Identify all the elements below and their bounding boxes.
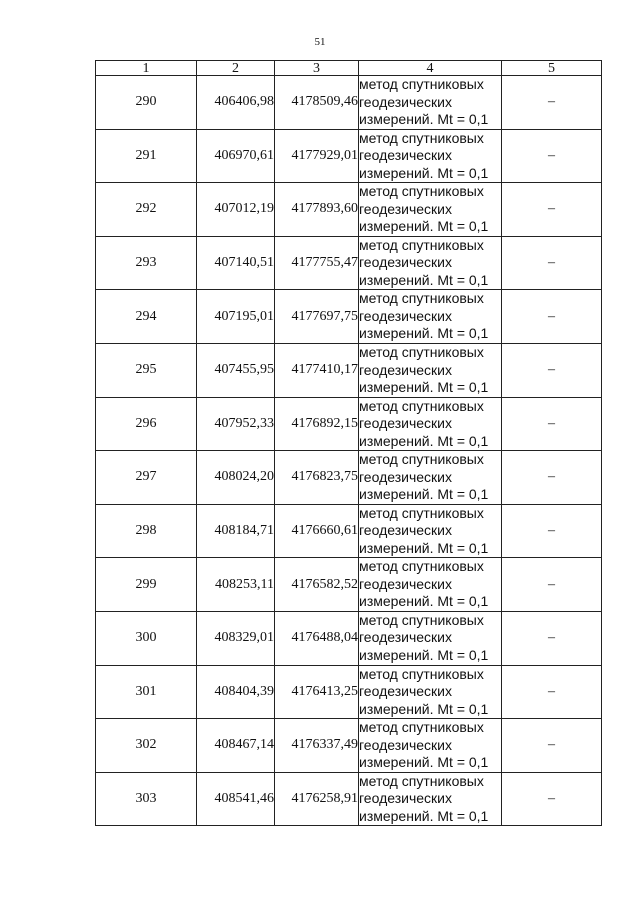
point-number-cell: 292 (96, 183, 197, 237)
table-row (96, 558, 602, 612)
method-cell (359, 129, 502, 183)
table-row (96, 183, 602, 237)
note-cell: – (502, 611, 602, 665)
x-coordinate-cell: 408541,46 (197, 772, 275, 826)
x-coordinate-cell: 407012,19 (197, 183, 275, 237)
table-row (96, 76, 602, 130)
method-line: измерений. Mt = 0,1 (359, 111, 489, 128)
note-cell: – (502, 451, 602, 505)
x-coordinate-cell: 408184,71 (197, 504, 275, 558)
y-coordinate-cell: 4177929,01 (275, 129, 359, 183)
method-cell (359, 558, 502, 612)
table-row (96, 719, 602, 773)
method-line: геодезических (359, 254, 452, 271)
note-cell: – (502, 343, 602, 397)
method-line: измерений. Mt = 0,1 (359, 271, 489, 288)
x-coordinate-cell: 408329,01 (197, 611, 275, 665)
point-number-cell: 300 (96, 611, 197, 665)
y-coordinate-cell: 4177410,17 (275, 343, 359, 397)
x-coordinate-cell: 407195,01 (197, 290, 275, 344)
method-cell (359, 504, 502, 558)
method-line: метод спутниковых (359, 772, 484, 789)
x-coordinate-cell: 406970,61 (197, 129, 275, 183)
method-line: измерений. Mt = 0,1 (359, 432, 489, 449)
method-line: геодезических (359, 307, 452, 324)
header-col-5: 5 (502, 61, 602, 76)
method-line: измерений. Mt = 0,1 (359, 325, 489, 342)
table-row (96, 397, 602, 451)
point-number-cell: 298 (96, 504, 197, 558)
note-cell: – (502, 772, 602, 826)
method-cell (359, 76, 502, 130)
table-row (96, 665, 602, 719)
y-coordinate-cell: 4177755,47 (275, 236, 359, 290)
method-line: измерений. Mt = 0,1 (359, 593, 489, 610)
method-cell (359, 290, 502, 344)
point-number-cell: 296 (96, 397, 197, 451)
header-col-4: 4 (359, 61, 502, 76)
method-cell (359, 343, 502, 397)
x-coordinate-cell: 407140,51 (197, 236, 275, 290)
table-row (96, 129, 602, 183)
method-cell (359, 397, 502, 451)
method-line: метод спутниковых (359, 236, 484, 253)
note-cell: – (502, 719, 602, 773)
y-coordinate-cell: 4176892,15 (275, 397, 359, 451)
method-line: геодезических (359, 629, 452, 646)
method-line: геодезических (359, 683, 452, 700)
point-number-cell: 290 (96, 76, 197, 130)
method-line: измерений. Mt = 0,1 (359, 539, 489, 556)
point-number-cell: 295 (96, 343, 197, 397)
method-line: измерений. Mt = 0,1 (359, 218, 489, 235)
method-line: геодезических (359, 93, 452, 110)
x-coordinate-cell: 406406,98 (197, 76, 275, 130)
table-row (96, 290, 602, 344)
method-cell (359, 611, 502, 665)
method-line: геодезических (359, 361, 452, 378)
table-row (96, 772, 602, 826)
point-number-cell: 299 (96, 558, 197, 612)
y-coordinate-cell: 4176488,04 (275, 611, 359, 665)
method-line: геодезических (359, 522, 452, 539)
method-cell (359, 772, 502, 826)
method-line: измерений. Mt = 0,1 (359, 807, 489, 824)
point-number-cell: 303 (96, 772, 197, 826)
method-line: измерений. Mt = 0,1 (359, 379, 489, 396)
header-row (96, 61, 602, 76)
method-cell (359, 719, 502, 773)
y-coordinate-cell: 4176258,91 (275, 772, 359, 826)
method-line: геодезических (359, 468, 452, 485)
note-cell: – (502, 558, 602, 612)
header-col-3: 3 (275, 61, 359, 76)
x-coordinate-cell: 408253,11 (197, 558, 275, 612)
method-line: метод спутниковых (359, 451, 484, 468)
point-number-cell: 301 (96, 665, 197, 719)
note-cell: – (502, 397, 602, 451)
note-cell: – (502, 183, 602, 237)
x-coordinate-cell: 408404,39 (197, 665, 275, 719)
method-cell (359, 665, 502, 719)
x-coordinate-cell: 408467,14 (197, 719, 275, 773)
method-line: геодезических (359, 147, 452, 164)
header-col-1: 1 (96, 61, 197, 76)
method-line: геодезических (359, 415, 452, 432)
note-cell: – (502, 76, 602, 130)
y-coordinate-cell: 4176823,75 (275, 451, 359, 505)
point-number-cell: 294 (96, 290, 197, 344)
page-number: 51 (314, 36, 326, 48)
note-cell: – (502, 236, 602, 290)
table-row (96, 451, 602, 505)
x-coordinate-cell: 408024,20 (197, 451, 275, 505)
method-line: измерений. Mt = 0,1 (359, 164, 489, 181)
point-number-cell: 293 (96, 236, 197, 290)
x-coordinate-cell: 407952,33 (197, 397, 275, 451)
method-cell (359, 183, 502, 237)
method-line: метод спутниковых (359, 665, 484, 682)
method-line: метод спутниковых (359, 504, 484, 521)
note-cell: – (502, 504, 602, 558)
table-row (96, 343, 602, 397)
point-number-cell: 302 (96, 719, 197, 773)
note-cell: – (502, 665, 602, 719)
point-number-cell: 297 (96, 451, 197, 505)
method-line: метод спутниковых (359, 719, 484, 736)
y-coordinate-cell: 4176582,52 (275, 558, 359, 612)
header-col-2: 2 (197, 61, 275, 76)
y-coordinate-cell: 4176660,61 (275, 504, 359, 558)
table-row (96, 236, 602, 290)
method-cell (359, 236, 502, 290)
method-line: метод спутниковых (359, 290, 484, 307)
method-line: метод спутниковых (359, 183, 484, 200)
x-coordinate-cell: 407455,95 (197, 343, 275, 397)
method-line: измерений. Mt = 0,1 (359, 486, 489, 503)
y-coordinate-cell: 4177697,75 (275, 290, 359, 344)
method-line: измерений. Mt = 0,1 (359, 754, 489, 771)
method-line: геодезических (359, 790, 452, 807)
table-header (96, 61, 602, 76)
coordinates-table (95, 60, 602, 826)
method-line: метод спутниковых (359, 611, 484, 628)
method-line: метод спутниковых (359, 129, 484, 146)
method-line: геодезических (359, 575, 452, 592)
method-line: измерений. Mt = 0,1 (359, 700, 489, 717)
y-coordinate-cell: 4176413,25 (275, 665, 359, 719)
method-line: измерений. Mt = 0,1 (359, 646, 489, 663)
method-line: геодезических (359, 200, 452, 217)
method-line: геодезических (359, 736, 452, 753)
point-number-cell: 291 (96, 129, 197, 183)
method-cell (359, 451, 502, 505)
method-line: метод спутниковых (359, 558, 484, 575)
y-coordinate-cell: 4177893,60 (275, 183, 359, 237)
table-body (96, 76, 602, 826)
method-line: метод спутниковых (359, 397, 484, 414)
y-coordinate-cell: 4176337,49 (275, 719, 359, 773)
method-line: метод спутниковых (359, 76, 484, 93)
table-row (96, 611, 602, 665)
note-cell: – (502, 290, 602, 344)
note-cell: – (502, 129, 602, 183)
table-row (96, 504, 602, 558)
method-line: метод спутниковых (359, 344, 484, 361)
y-coordinate-cell: 4178509,46 (275, 76, 359, 130)
